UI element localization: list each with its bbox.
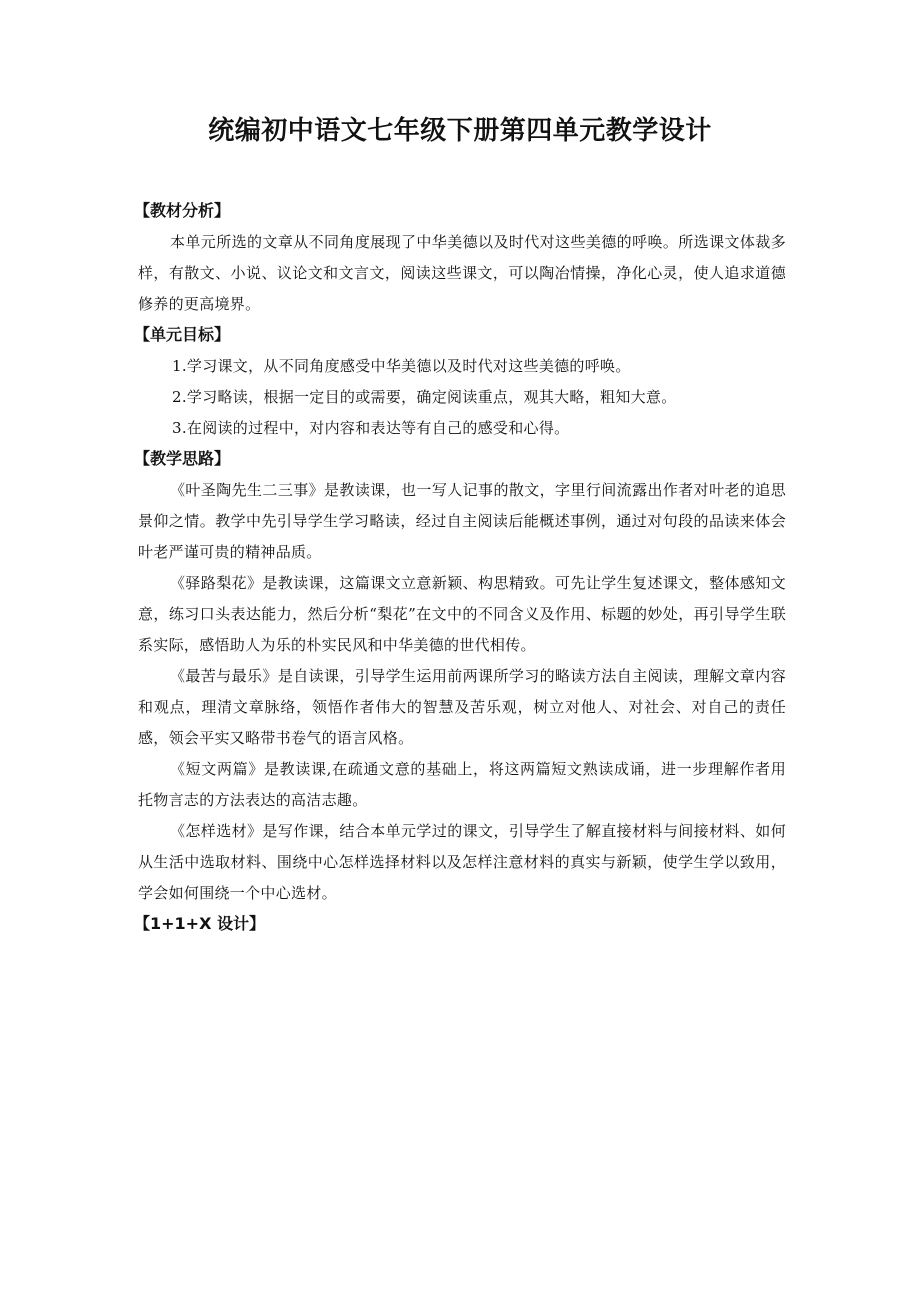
goal-item: 2.学习略读，根据一定目的或需要，确定阅读重点，观其大略，粗知大意。	[172, 388, 677, 406]
goal-list	[138, 351, 786, 444]
section-1-1-x-design	[134, 911, 786, 937]
paragraph: 《最苦与最乐》是自读课，引导学生运用前两课所学习的略读方法自主阅读，理解文章内容和观点，理清文章脉络，领悟作者伟大的智慧及苦乐观，树立对他人、对社会、对自己的责任感，领会平实又略带书卷气的语言风格。	[138, 667, 786, 747]
paragraph: 《短文两篇》是教读课,在疏通文意的基础上，将这两篇短文熟读成诵，进一步理解作者用托物言志的方法表达的高洁志趣。	[138, 760, 786, 809]
paragraph: 本单元所选的文章从不同角度展现了中华美德以及时代对这些美德的呼唤。所选课文体裁多样，有散文、小说、议论文和文言文，阅读这些课文，可以陶冶情操，净化心灵，使人追求道德修养的更高境界。	[138, 233, 786, 313]
goal-item: 3.在阅读的过程中，对内容和表达等有自己的感受和心得。	[172, 419, 570, 437]
section-unit-goals	[134, 322, 786, 444]
section-heading: 【教学思路】	[134, 449, 231, 468]
section-heading: 【教材分析】	[134, 201, 231, 220]
document-title: 统编初中语文七年级下册第四单元教学设计	[208, 116, 712, 146]
paragraph: 《驿路梨花》是教读课，这篇课文立意新颖、构思精致。可先让学生复述课文，整体感知文意，练习口头表达能力，然后分析“梨花”在文中的不同含义及作用、标题的妙处，再引导学生联系实际，感悟助人为乐的朴实民风和中华美德的世代相传。	[138, 574, 786, 654]
document-body	[134, 196, 786, 940]
paragraph: 《叶圣陶先生二三事》是教读课，也一写人记事的散文，字里行间流露出作者对叶老的追思景仰之情。教学中先引导学生学习略读，经过自主阅读后能概述事例，通过对句段的品读来体会叶老严谨可贵的精神品质。	[138, 481, 786, 561]
section-heading: 【1+1+X 设计】	[134, 914, 265, 933]
paragraph: 《怎样选材》是写作课，结合本单元学过的课文，引导学生了解直接材料与间接材料、如何从生活中选取材料、围绕中心怎样选择材料以及怎样注意材料的真实与新颖，使学生学以致用，学会如何围绕一个中心选材。	[138, 822, 786, 902]
section-heading: 【单元目标】	[134, 325, 231, 344]
section-teaching-approach	[134, 446, 786, 909]
goal-item: 1.学习课文，从不同角度感受中华美德以及时代对这些美德的呼唤。	[172, 357, 631, 375]
section-textbook-analysis	[134, 198, 786, 320]
